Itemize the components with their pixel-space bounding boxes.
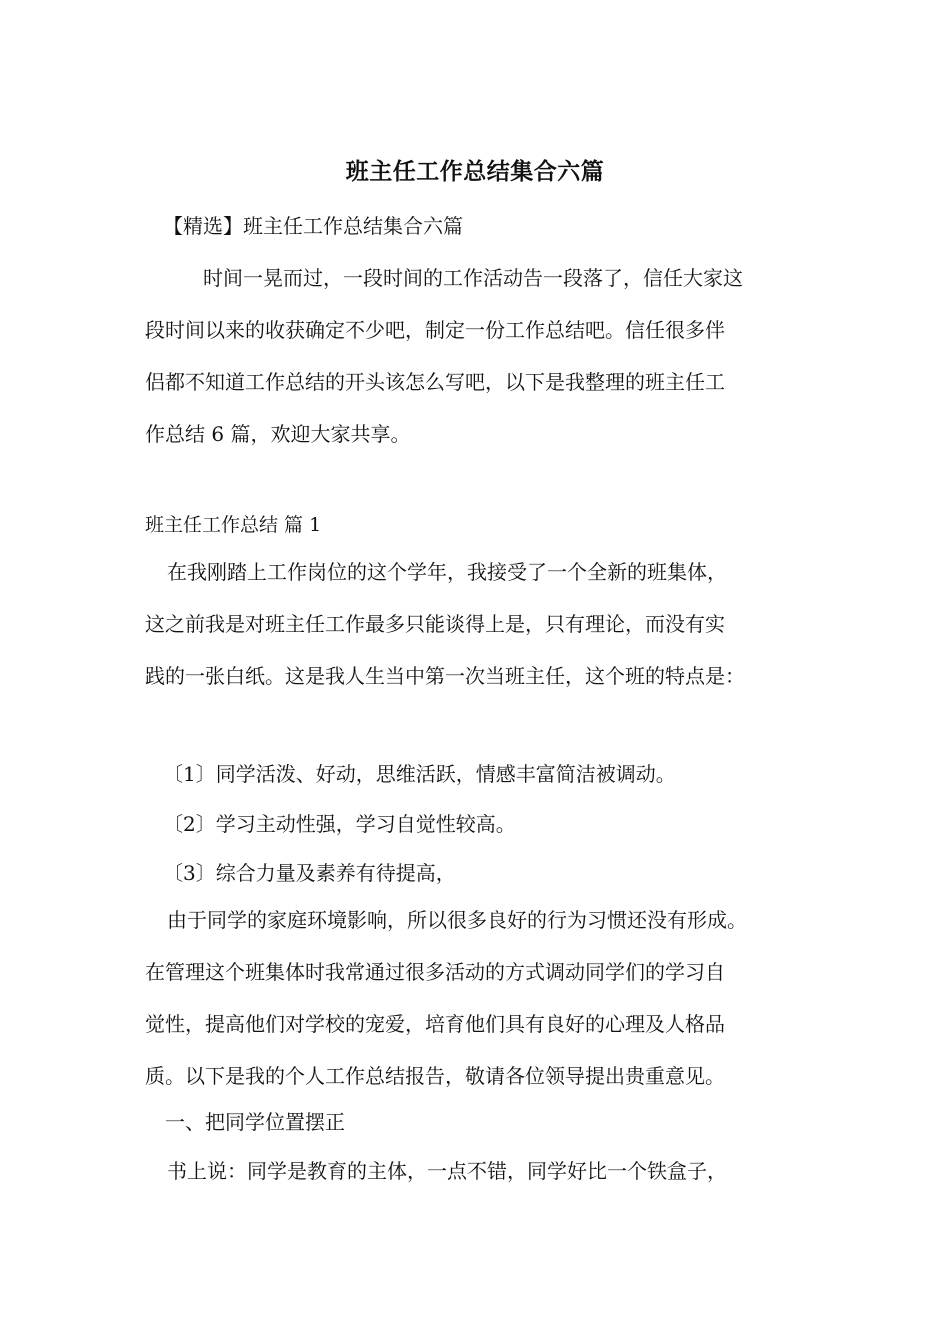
- intro-paragraph: [145, 252, 825, 460]
- paragraph-line: 觉性，提高他们对学校的宠爱，培育他们具有良好的心理及人格品: [145, 1012, 725, 1036]
- paragraph-line: 质。以下是我的个人工作总结报告，敬请各位领导提出贵重意见。: [145, 1064, 725, 1088]
- paragraph-2: [145, 894, 825, 1102]
- intro-line: 作总结 6 篇，欢迎大家共享。: [145, 422, 411, 446]
- document-title: 班主任工作总结集合六篇: [345, 158, 605, 185]
- paragraph-1: [145, 546, 825, 702]
- intro-line: 侣都不知道工作总结的开头该怎么写吧，以下是我整理的班主任工: [145, 370, 725, 394]
- paragraph-line: 践的一张白纸。这是我人生当中第一次当班主任，这个班的特点是：: [145, 664, 745, 688]
- paragraph-line: 在管理这个班集体时我常通过很多活动的方式调动同学们的学习自: [145, 960, 725, 984]
- intro-line: 时间一晃而过，一段时间的工作活动告一段落了，信任大家这: [203, 266, 743, 290]
- paragraph-line: 由于同学的家庭环境影响，所以很多良好的行为习惯还没有形成。: [167, 908, 747, 932]
- list-item: 〔3〕综合力量及素养有待提高，: [163, 861, 456, 885]
- intro-line: 段时间以来的收获确定不少吧，制定一份工作总结吧。信任很多伴: [145, 318, 725, 342]
- document-subtitle: 【精选】班主任工作总结集合六篇: [163, 214, 463, 238]
- paragraph-line: 这之前我是对班主任工作最多只能谈得上是，只有理论，而没有实: [145, 612, 725, 636]
- paragraph-3: 书上说：同学是教育的主体，一点不错，同学好比一个铁盒子，: [167, 1159, 727, 1183]
- subheading-1: 一、把同学位置摆正: [165, 1110, 345, 1134]
- paragraph-line: 在我刚踏上工作岗位的这个学年，我接受了一个全新的班集体，: [167, 560, 727, 584]
- list-item: 〔1〕同学活泼、好动，思维活跃，情感丰富简洁被调动。: [163, 762, 676, 786]
- section-heading: 班主任工作总结 篇 1: [145, 514, 322, 536]
- list-item: 〔2〕学习主动性强，学习自觉性较高。: [163, 812, 516, 836]
